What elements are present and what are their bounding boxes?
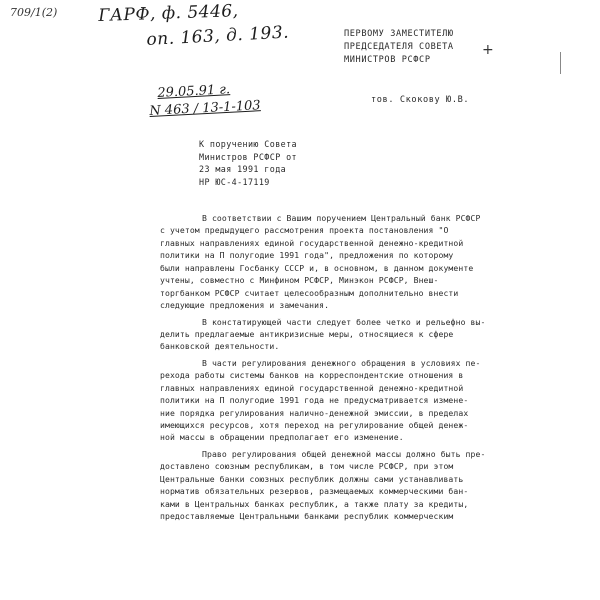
- body-line: политики на П полугодие 1991 года не предусматривается измене-: [160, 395, 469, 406]
- paragraph-3: [160, 357, 496, 444]
- reference-line: Министров РСФСР от: [199, 151, 297, 162]
- addressee-block: [344, 28, 454, 67]
- handwritten-registration-number: N 463 / 13-1-103: [149, 98, 262, 119]
- archive-reference-line-1: ГАРФ, ф. 5446,: [98, 1, 239, 26]
- body-line: политики на П полугодие 1991 года", предложения по которому: [160, 250, 454, 261]
- body-line: Центральные банки союзных республик должны сами устанавливать: [160, 473, 464, 484]
- margin-tick-icon: [560, 52, 561, 74]
- body-line: были направлены Госбанку СССР и, в основном, в данном документе: [160, 262, 474, 273]
- body-line: В констатирующей части следует более четко и рельефно вы-: [202, 316, 486, 327]
- body-line: торгбанком РСФСР считает целесообразным дополнительно внести: [160, 287, 459, 298]
- body-line: В соответствии с Вашим поручением Центральный банк РСФСР: [202, 213, 481, 223]
- body-line: ние порядка регулирования налично-денежной эмиссии, в пределах: [160, 407, 469, 418]
- paragraph-2: [160, 316, 496, 353]
- letter-body: [160, 212, 496, 523]
- addressee-line: ПЕРВОМУ ЗАМЕСТИТЕЛЮ: [344, 29, 454, 39]
- body-line: следующие предложения и замечания.: [160, 300, 330, 311]
- plus-mark-icon: +: [482, 42, 494, 58]
- body-line: ной массы в обращении предполагает его изменение.: [160, 432, 404, 443]
- reference-line: 23 мая 1991 года: [199, 164, 287, 174]
- reference-line: НР ЮС-4-17119: [199, 176, 270, 187]
- body-line: главных направлениях единой государственной денежно-кредитной: [160, 382, 464, 393]
- archive-margin-note: 709/1(2): [10, 6, 58, 19]
- body-line: главных направлениях единой государственной денежно-кредитной: [160, 237, 464, 248]
- body-line: делить предлагаемые антикризисные меры, относящиеся к сфере: [160, 328, 454, 339]
- body-line: норматив обязательных резервов, размещаемых коммерческими бан-: [160, 486, 469, 497]
- body-line: В части регулирования денежного обращения в условиях пе-: [202, 357, 481, 368]
- body-line: Право регулирования общей денежной массы должно быть пре-: [202, 448, 486, 459]
- reference-line: К поручению Совета: [199, 139, 297, 149]
- body-line: предоставляемые Центральными банками республик коммерческим: [160, 511, 454, 522]
- body-line: рехода работы системы банков на корреспондентские отношения в: [160, 370, 464, 381]
- body-line: с учетом предыдущего рассмотрения проекта постановления "О: [160, 225, 449, 236]
- body-line: доставлено союзным республикам, в том числе РСФСР, при этом: [160, 461, 454, 472]
- paragraph-1: [160, 212, 496, 312]
- paragraph-4: [160, 448, 496, 523]
- addressee-line: ПРЕДСЕДАТЕЛЯ СОВЕТА: [344, 42, 454, 52]
- body-line: ками в Центральных банках республик, а также плату за кредиты,: [160, 498, 469, 509]
- handwritten-date: 29.05.91 г.: [157, 82, 231, 101]
- addressee-line: МИНИСТРОВ РСФСР: [344, 55, 431, 65]
- addressee-name: тов. Скокову Ю.В.: [371, 95, 470, 105]
- body-line: банковской деятельности.: [160, 341, 280, 352]
- archive-reference-line-2: оп. 163, д. 193.: [146, 22, 290, 50]
- body-line: имеющихся ресурсов, хотя переход на регулирование общей денеж-: [160, 420, 469, 430]
- body-line: учтены, совместно с Минфином РСФСР, Минэкон РСФСР, Внеш-: [160, 275, 439, 286]
- reference-note: [199, 138, 297, 188]
